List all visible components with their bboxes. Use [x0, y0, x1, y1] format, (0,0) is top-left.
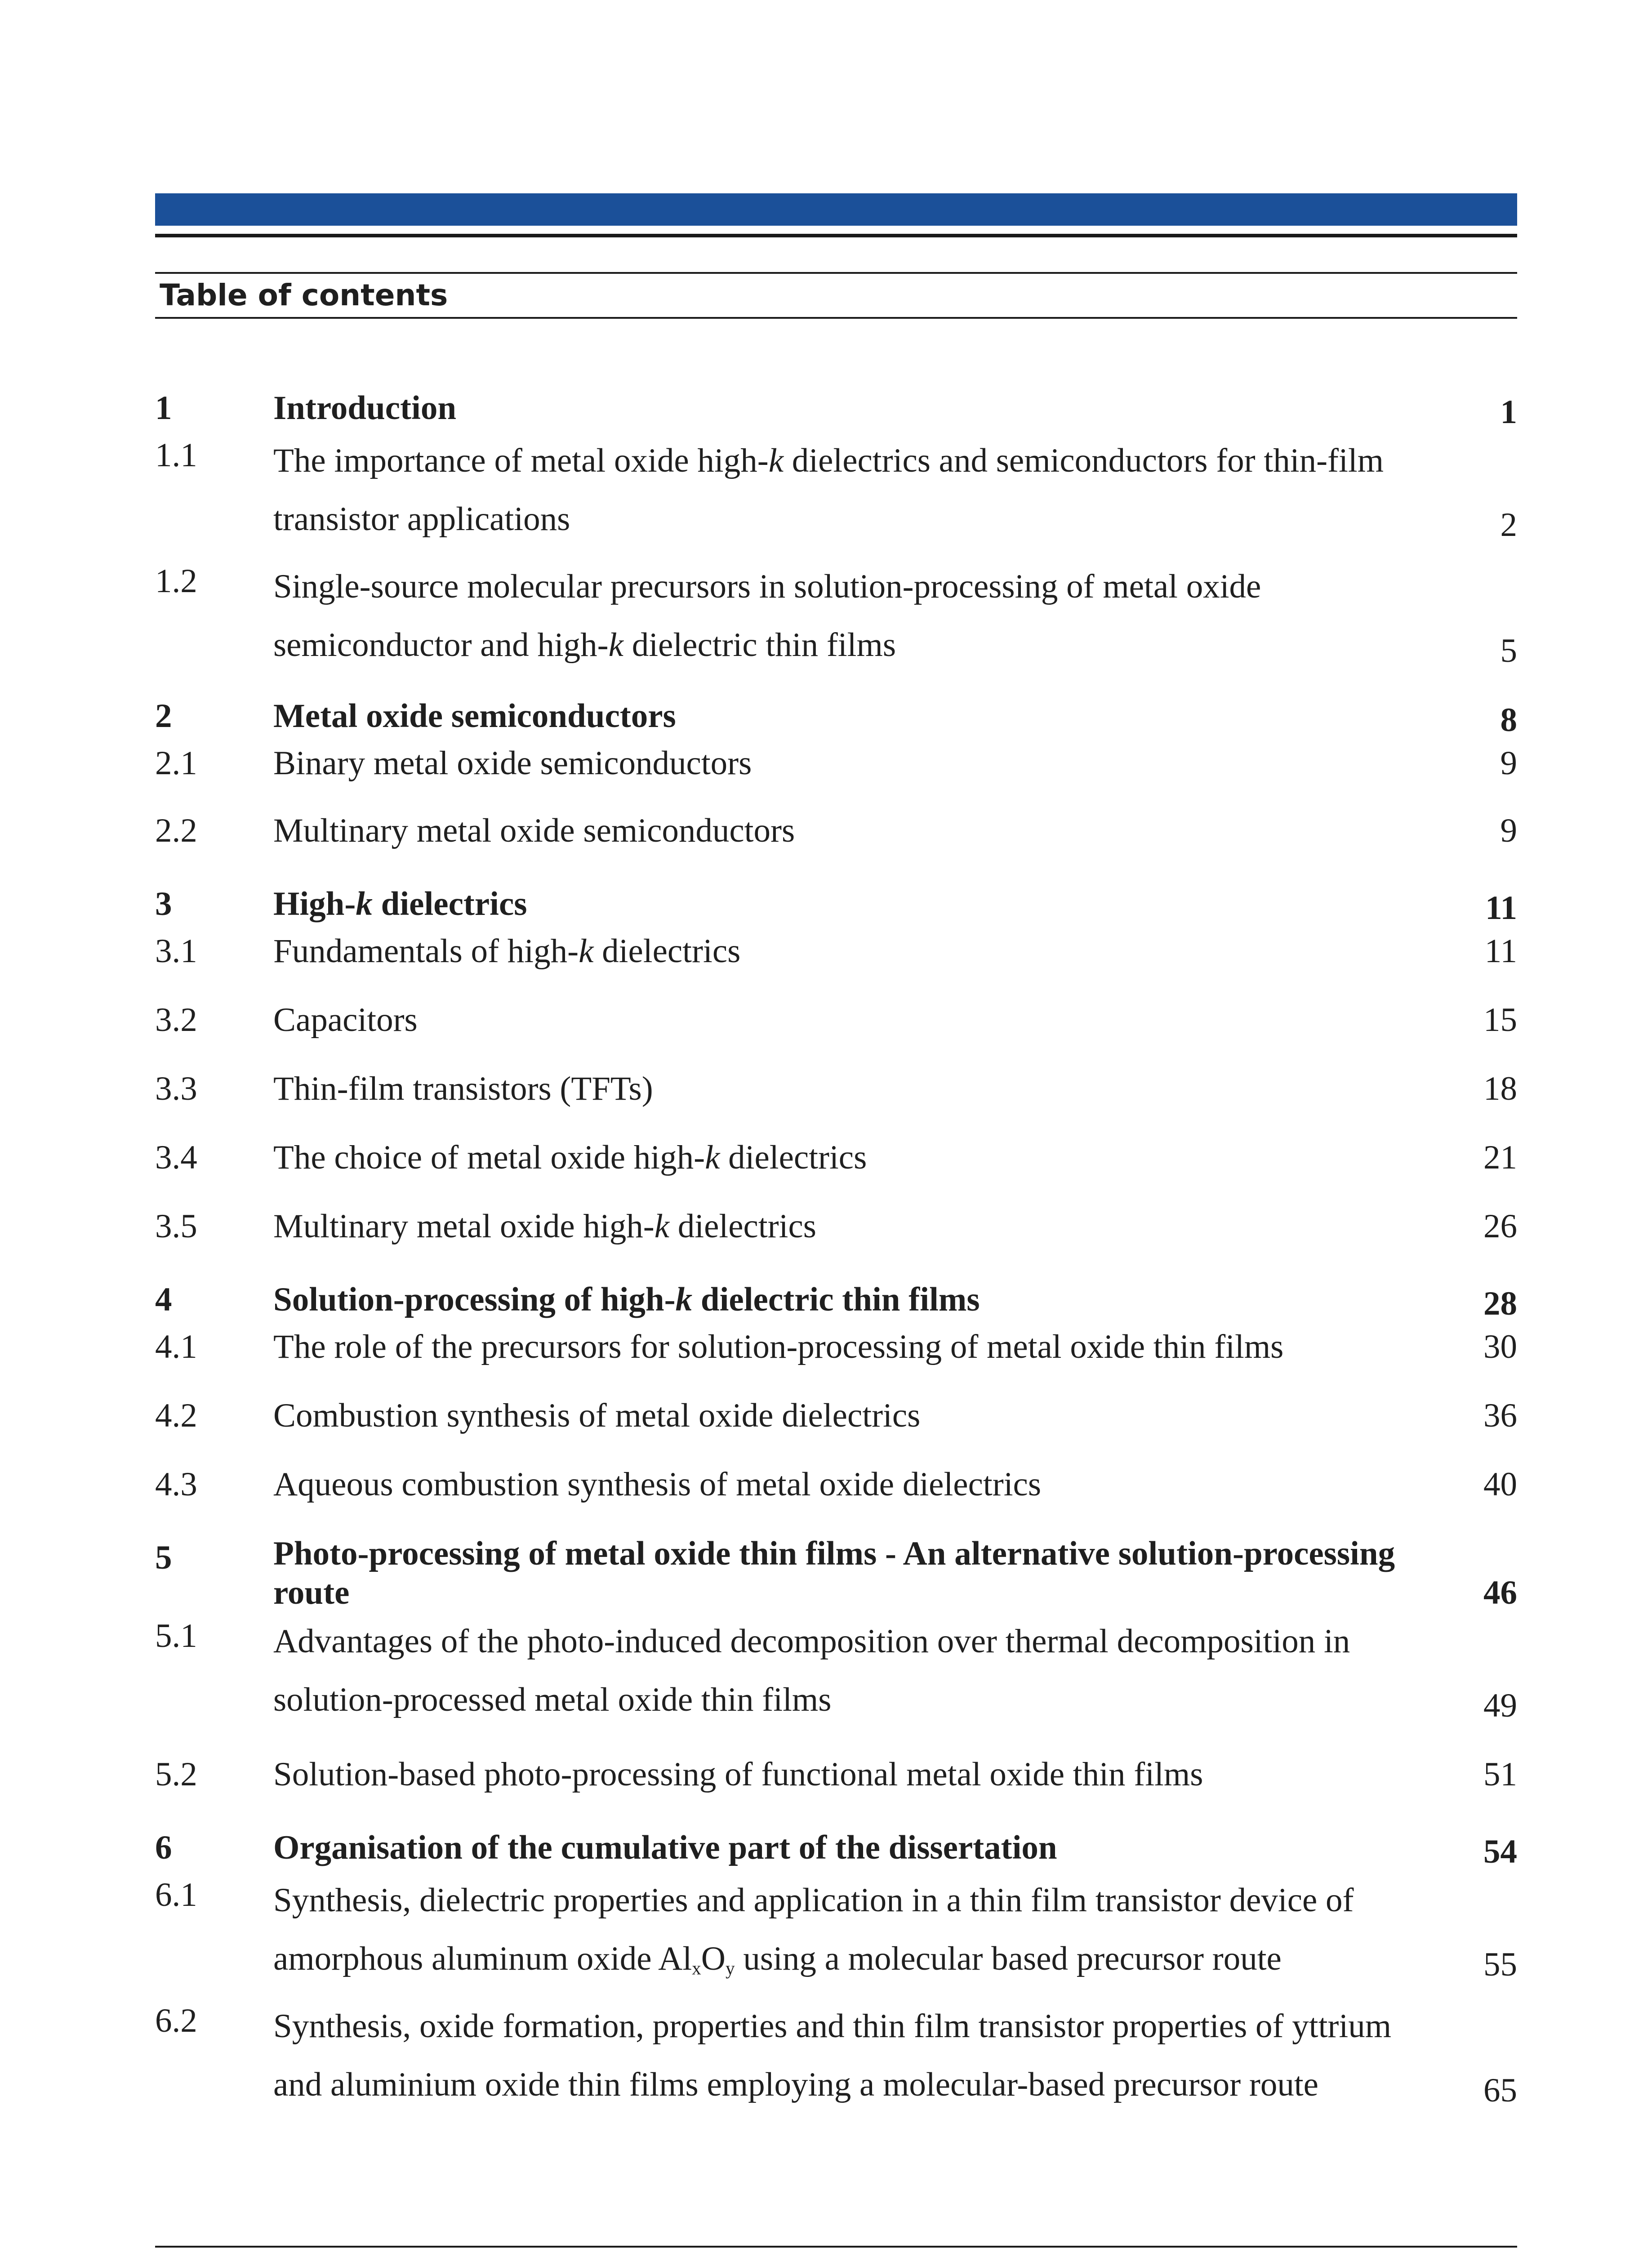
- toc-entry-page: 15: [1483, 1001, 1517, 1039]
- toc-entry-6[interactable]: [155, 1824, 1517, 1871]
- toc-entry-number: 4.2: [155, 1397, 197, 1434]
- toc-entry-page: 5: [1500, 632, 1517, 669]
- toc-entry-title: Solution-processing of high-k dielectric thin films: [273, 1281, 980, 1318]
- toc-entry-title: Capacitors: [273, 1001, 418, 1039]
- toc-entry-page: 46: [1483, 1574, 1517, 1611]
- toc-entry-title: Fundamentals of high-k dielectrics: [273, 932, 741, 970]
- toc-entry-6-1[interactable]: [155, 1871, 1517, 1988]
- toc-entry-number: 3.4: [155, 1139, 197, 1176]
- toc-entry-number: 2.2: [155, 812, 197, 849]
- toc-entry-2-1[interactable]: [155, 740, 1517, 787]
- toc-entry-title: Synthesis, oxide formation, properties and thin film transistor properties of yttrium and aluminium oxide thin films employing a molecular-based precursor route: [273, 2007, 1392, 2103]
- toc-entry-number: 4.1: [155, 1328, 197, 1365]
- header-rule-thick: [155, 234, 1517, 237]
- toc-entry-3[interactable]: [155, 880, 1517, 928]
- toc-entry-number: 6: [155, 1829, 172, 1866]
- toc-entry-3-2[interactable]: [155, 996, 1517, 1044]
- toc-entry-title: Combustion synthesis of metal oxide dielectrics: [273, 1397, 921, 1434]
- toc-entry-number: 6.2: [155, 2002, 197, 2039]
- toc-entry-5-1[interactable]: [155, 1612, 1517, 1729]
- toc-entry-number: 1.1: [155, 437, 197, 474]
- toc-entry-page: 9: [1500, 812, 1517, 849]
- toc-entry-number: 1.2: [155, 562, 197, 600]
- toc-entry-6-2[interactable]: [155, 1997, 1517, 2114]
- toc-entry-title: The role of the precursors for solution-processing of metal oxide thin films: [273, 1328, 1284, 1365]
- page-title: Table of contents: [160, 278, 448, 312]
- table-of-contents: [155, 384, 1517, 2114]
- toc-entry-title: Multinary metal oxide semiconductors: [273, 812, 795, 849]
- toc-entry-page: 65: [1483, 2072, 1517, 2109]
- toc-entry-page: 21: [1483, 1139, 1517, 1176]
- toc-entry-page: 55: [1483, 1946, 1517, 1983]
- toc-entry-1[interactable]: [155, 384, 1517, 432]
- toc-entry-3-4[interactable]: [155, 1134, 1517, 1181]
- toc-entry-page: 26: [1483, 1208, 1517, 1245]
- toc-entry-page: 11: [1484, 932, 1517, 970]
- toc-entry-2[interactable]: [155, 692, 1517, 740]
- toc-entry-number: 3.2: [155, 1001, 197, 1039]
- toc-entry-title: Thin-film transistors (TFTs): [273, 1070, 653, 1107]
- toc-entry-title: Photo-processing of metal oxide thin films - An alternative solution-processing route: [273, 1535, 1395, 1611]
- toc-entry-4-3[interactable]: [155, 1461, 1517, 1508]
- toc-entry-title: Introduction: [273, 389, 457, 427]
- toc-entry-number: 5: [155, 1539, 172, 1576]
- toc-entry-title: The importance of metal oxide high-k dielectrics and semiconductors for thin-film transistor applications: [273, 442, 1384, 538]
- toc-entry-page: 18: [1483, 1070, 1517, 1107]
- toc-entry-3-1[interactable]: [155, 928, 1517, 975]
- toc-entry-number: 3: [155, 885, 172, 923]
- toc-entry-number: 3.3: [155, 1070, 197, 1107]
- toc-entry-title: Binary metal oxide semiconductors: [273, 745, 752, 782]
- toc-entry-title: Solution-based photo-processing of functional metal oxide thin films: [273, 1756, 1203, 1793]
- toc-entry-title: Single-source molecular precursors in solution-processing of metal oxide semiconductor and high-k dielectric thin films: [273, 568, 1261, 664]
- toc-entry-5[interactable]: [155, 1534, 1517, 1612]
- toc-entry-title: Metal oxide semiconductors: [273, 697, 676, 735]
- toc-entry-number: 3.1: [155, 932, 197, 970]
- toc-entry-number: 1: [155, 389, 172, 427]
- toc-entry-4-2[interactable]: [155, 1392, 1517, 1439]
- header-rule-bottom: [155, 317, 1517, 319]
- toc-entry-number: 4.3: [155, 1466, 197, 1503]
- toc-entry-page: 30: [1483, 1328, 1517, 1365]
- toc-entry-page: 11: [1485, 889, 1517, 927]
- toc-entry-2-2[interactable]: [155, 807, 1517, 854]
- toc-entry-4-1[interactable]: [155, 1323, 1517, 1370]
- toc-entry-page: 1: [1500, 393, 1517, 431]
- toc-entry-number: 6.1: [155, 1876, 197, 1913]
- toc-entry-number: 5.1: [155, 1617, 197, 1655]
- toc-entry-title: Advantages of the photo-induced decomposition over thermal decomposition in solution-processed metal oxide thin films: [273, 1623, 1350, 1718]
- toc-entry-title: Aqueous combustion synthesis of metal oxide dielectrics: [273, 1466, 1042, 1503]
- toc-entry-number: 2: [155, 697, 172, 735]
- toc-entry-page: 2: [1500, 506, 1517, 544]
- toc-entry-title: Multinary metal oxide high-k dielectrics: [273, 1208, 816, 1245]
- toc-entry-5-2[interactable]: [155, 1751, 1517, 1798]
- toc-entry-1-2[interactable]: [155, 558, 1517, 674]
- toc-entry-page: 28: [1483, 1285, 1517, 1322]
- toc-entry-page: 9: [1500, 745, 1517, 782]
- toc-entry-3-3[interactable]: [155, 1065, 1517, 1112]
- toc-entry-page: 51: [1483, 1756, 1517, 1793]
- footer-rule: [155, 2246, 1517, 2248]
- toc-entry-page: 8: [1500, 701, 1517, 739]
- header-accent-bar: [155, 193, 1517, 226]
- toc-entry-number: 5.2: [155, 1756, 197, 1793]
- toc-entry-title: Organisation of the cumulative part of the dissertation: [273, 1829, 1057, 1866]
- toc-entry-title: The choice of metal oxide high-k dielectrics: [273, 1139, 867, 1176]
- toc-entry-page: 49: [1483, 1687, 1517, 1724]
- toc-entry-title: High-k dielectrics: [273, 885, 527, 923]
- toc-entry-number: 4: [155, 1281, 172, 1318]
- toc-entry-page: 54: [1483, 1833, 1517, 1870]
- toc-entry-3-5[interactable]: [155, 1203, 1517, 1250]
- toc-entry-1-1[interactable]: [155, 432, 1517, 549]
- toc-entry-page: 40: [1483, 1466, 1517, 1503]
- header-rule-top: [155, 272, 1517, 274]
- toc-entry-title: Synthesis, dielectric properties and application in a thin film transistor device of amorphous aluminum oxide $Al_xO_y$ using a molecular based precursor route: [273, 1882, 1354, 1979]
- toc-entry-number: 3.5: [155, 1208, 197, 1245]
- toc-entry-4[interactable]: [155, 1276, 1517, 1323]
- toc-entry-page: 36: [1483, 1397, 1517, 1434]
- toc-entry-number: 2.1: [155, 745, 197, 782]
